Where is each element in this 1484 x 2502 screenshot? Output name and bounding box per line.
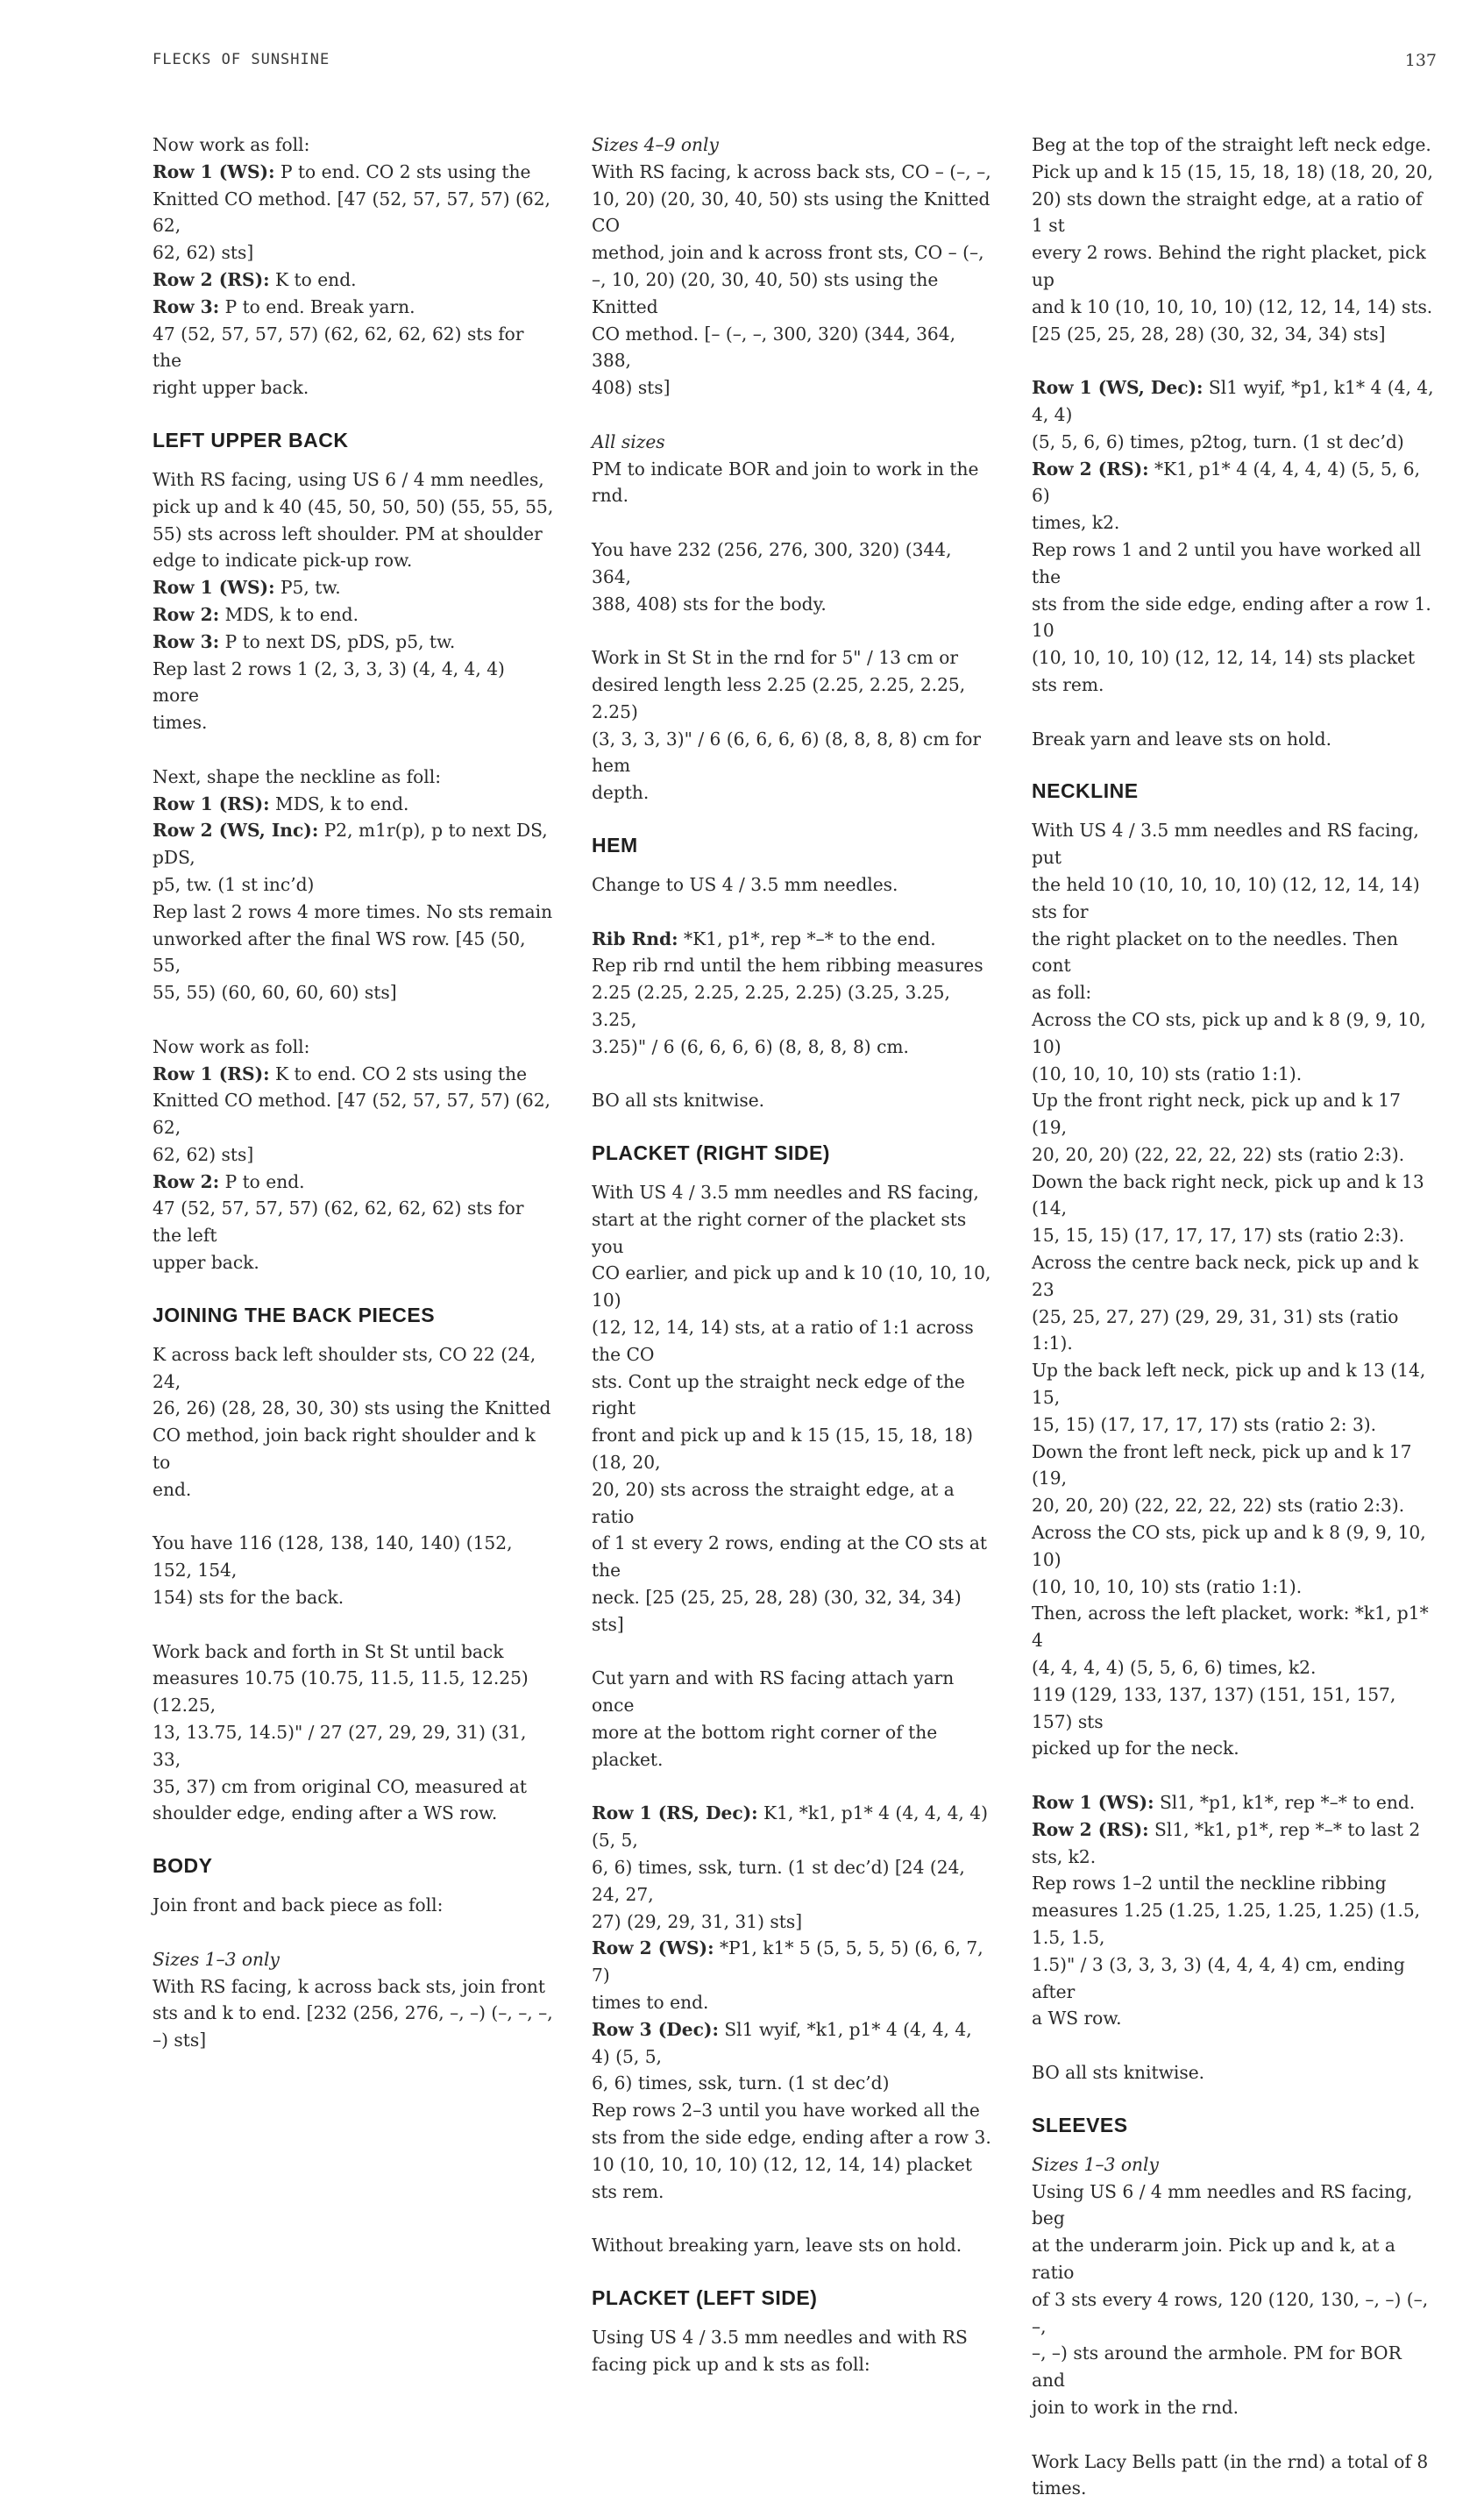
instruction-row	[153, 294, 556, 321]
text-line: (10, 10, 10, 10) sts (ratio 1:1).	[1032, 1063, 1303, 1084]
text-line: of 3 sts every 4 rows, 120 (120, 130, –, –) (–, –,	[1032, 2288, 1429, 2337]
text-line: 154) sts for the back.	[153, 1587, 344, 1609]
paragraph	[592, 1800, 995, 2205]
text-line: as foll:	[1032, 982, 1092, 1004]
paragraph	[153, 1946, 556, 2054]
paragraph	[1032, 2059, 1435, 2086]
text-line: the held 10 (10, 10, 10, 10) (12, 12, 14, 14) sts for	[1032, 873, 1420, 922]
text-line: 62, 62) sts]	[153, 242, 254, 264]
text-line: method, join and k across front sts, CO – (–,	[592, 242, 984, 264]
text-line: Using US 6 / 4 mm needles and RS facing, beg	[1032, 2180, 1413, 2229]
text-line: 15, 15, 15) (17, 17, 17, 17) sts (ratio 2:3).	[1032, 1225, 1405, 1247]
paragraph	[592, 2232, 995, 2259]
section-heading: SLEEVES	[1032, 2113, 1128, 2136]
row-label: Row 2 (RS):	[1032, 458, 1149, 480]
column-3	[1032, 131, 1435, 2502]
paragraph	[153, 131, 556, 402]
text-line: With RS facing, using US 6 / 4 mm needles,	[153, 468, 544, 490]
paragraph	[1032, 2449, 1435, 2502]
text-line: Now work as foll:	[153, 1035, 310, 1057]
section-heading: PLACKET (RIGHT SIDE)	[592, 1141, 830, 1165]
row-text: *P1, k1* 5 (5, 5, 5, 5) (6, 6, 7, 7)	[592, 1937, 983, 1987]
text-line: Across the CO sts, pick up and k 8 (9, 9, 10, 10)	[1032, 1522, 1426, 1570]
text-line: BO all sts knitwise.	[592, 1090, 765, 1112]
text-line: 47 (52, 57, 57, 57) (62, 62, 62, 62) sts for the	[153, 323, 524, 372]
paragraph	[592, 644, 995, 807]
text-line: facing pick up and k sts as foll:	[592, 2353, 870, 2375]
instruction-row	[153, 574, 556, 601]
text-line: CO earlier, and pick up and k 10 (10, 10, 10, 10)	[592, 1262, 991, 1311]
text-line: sts and k to end. [232 (256, 276, –, –) (–, –, –,	[153, 2002, 553, 2024]
text-line: Beg at the top of the straight left neck edge.	[1032, 134, 1431, 155]
row-text: K to end. CO 2 sts using the	[269, 1063, 528, 1084]
text-line: CO method. [– (–, –, 300, 320) (344, 364, 388,	[592, 323, 956, 372]
text-line: end.	[153, 1478, 192, 1500]
paragraph	[153, 1034, 556, 1276]
paragraph	[592, 1665, 995, 1773]
section-heading: BODY	[153, 1854, 213, 1878]
text-line: Up the front right neck, pick up and k 17 (19,	[1032, 1090, 1401, 1139]
row-text: Sl1 wyif, *p1, k1* 4 (4, 4, 4, 4)	[1032, 377, 1434, 425]
text-line: K across back left shoulder sts, CO 22 (24, 24,	[153, 1343, 536, 1392]
text-line: Rep rows 2–3 until you have worked all the	[592, 2100, 980, 2122]
paragraph	[1032, 131, 1435, 347]
text-line: PM to indicate BOR and join to work in the rnd.	[592, 458, 979, 507]
text-line: upper back.	[153, 1252, 259, 1274]
text-line: times.	[1032, 2477, 1087, 2499]
text-line: a WS row.	[1032, 2008, 1122, 2029]
text-line: front and pick up and k 15 (15, 15, 18, 18) (18, 20,	[592, 1425, 973, 1474]
paragraph	[153, 466, 556, 736]
text-line: With US 4 / 3.5 mm needles and RS facing,	[592, 1182, 979, 1204]
text-line: 13, 13.75, 14.5)" / 27 (27, 29, 29, 31) (31, 33,	[153, 1722, 527, 1770]
paragraph	[1032, 2151, 1435, 2421]
text-line: 15, 15) (17, 17, 17, 17) sts (ratio 2: 3).	[1032, 1413, 1377, 1435]
text-line: sts from the side edge, ending after a row 1. 10	[1032, 593, 1431, 642]
text-line: Across the CO sts, pick up and k 8 (9, 9, 10, 10)	[1032, 1008, 1426, 1057]
row-text: P to end. Break yarn.	[219, 295, 415, 317]
paragraph	[1032, 374, 1435, 699]
text-line: Cut yarn and with RS facing attach yarn once	[592, 1667, 955, 1717]
text-line: of 1 st every 2 rows, ending at the CO sts at the	[592, 1532, 988, 1582]
text-line: With RS facing, k across back sts, CO – (–, –,	[592, 160, 991, 182]
section-heading: HEM	[592, 833, 638, 857]
row-text: Sl1 wyif, *k1, p1* 4 (4, 4, 4, 4) (5, 5,	[592, 2018, 972, 2067]
instruction-row	[153, 629, 556, 656]
instruction-row	[1032, 1789, 1435, 1816]
row-label: Row 1 (RS, Dec):	[592, 1802, 758, 1824]
text-line: at the underarm join. Pick up and k, at a ratio	[1032, 2235, 1395, 2283]
text-line: 35, 37) cm from original CO, measured at	[153, 1775, 527, 1797]
row-label: Row 3:	[153, 630, 220, 652]
text-line: 26, 26) (28, 28, 30, 30) sts using the Knitted	[153, 1397, 551, 1419]
instruction-row	[592, 1800, 995, 1854]
text-line: every 2 rows. Behind the right placket, pick up	[1032, 242, 1426, 290]
row-text: K1, *k1, p1* 4 (4, 4, 4, 4) (5, 5,	[592, 1802, 988, 1852]
text-line: picked up for the neck.	[1032, 1738, 1239, 1759]
row-text: Sl1, *p1, k1*, rep *–* to end.	[1154, 1792, 1416, 1814]
section-heading: JOINING THE BACK PIECES	[153, 1303, 436, 1326]
row-label: Row 2:	[153, 603, 220, 625]
text-line: 20, 20) sts across the straight edge, at a ratio	[592, 1478, 955, 1527]
paragraph	[1032, 1789, 1435, 2032]
instruction-row	[153, 1061, 556, 1088]
text-line: edge to indicate pick-up row.	[153, 550, 413, 572]
text-line: You have 116 (128, 138, 140, 140) (152, 152, 154,	[153, 1532, 513, 1582]
instruction-row	[592, 926, 995, 953]
row-label: Row 2 (WS):	[592, 1937, 714, 1959]
instruction-row	[153, 601, 556, 629]
row-label: Row 1 (WS):	[1032, 1792, 1154, 1814]
text-line: Across the centre back neck, pick up and k 23	[1032, 1252, 1419, 1300]
page-header	[153, 51, 1437, 77]
row-label: Row 2 (RS):	[153, 268, 270, 290]
text-line: right upper back.	[153, 377, 309, 399]
text-line: 6, 6) times, ssk, turn. (1 st dec’d)	[592, 2072, 890, 2094]
text-line: Then, across the left placket, work: *k1, p1* 4	[1032, 1603, 1429, 1652]
text-line: 27) (29, 29, 31, 31) sts]	[592, 1910, 803, 1932]
text-line: times to end.	[592, 1992, 709, 2013]
row-label: Row 3:	[153, 295, 220, 317]
text-line: (10, 10, 10, 10) (12, 12, 14, 14) sts placket sts rem.	[1032, 647, 1416, 695]
text-line: Rep rib rnd until the hem ribbing measures	[592, 955, 983, 977]
text-line: [25 (25, 25, 28, 28) (30, 32, 34, 34) sts]	[1032, 323, 1386, 345]
instruction-row	[153, 159, 556, 186]
text-line: sts from the side edge, ending after a row 3.	[592, 2126, 991, 2148]
text-line: 3.25)" / 6 (6, 6, 6, 6) (8, 8, 8, 8) cm.	[592, 1035, 909, 1057]
text-line: 2.25 (2.25, 2.25, 2.25, 2.25) (3.25, 3.25, 3.25,	[592, 982, 950, 1030]
text-line: 47 (52, 57, 57, 57) (62, 62, 62, 62) sts for the left	[153, 1198, 524, 1247]
instruction-row	[592, 2016, 995, 2071]
paragraph	[1032, 817, 1435, 1762]
text-line: and k 10 (10, 10, 10, 10) (12, 12, 14, 14) sts.	[1032, 295, 1433, 317]
text-line: shoulder edge, ending after a WS row.	[153, 1802, 498, 1824]
text-line: Rep rows 1–2 until the neckline ribbing	[1032, 1873, 1387, 1894]
section-heading: NECKLINE	[1032, 779, 1139, 803]
text-line: Work back and forth in St St until back	[153, 1640, 504, 1662]
text-line: unworked after the final WS row. [45 (50, 55,	[153, 928, 526, 977]
text-line: Work Lacy Bells patt (in the rnd) a total of 8	[1032, 2450, 1429, 2472]
text-line: (25, 25, 27, 27) (29, 29, 31, 31) sts (ratio 1:1).	[1032, 1305, 1399, 1354]
text-line: Down the back right neck, pick up and k 13 (14,	[1032, 1170, 1424, 1219]
text-line: Down the front left neck, pick up and k 17 (19,	[1032, 1440, 1412, 1489]
paragraph	[153, 1892, 556, 1919]
paragraph	[592, 429, 995, 509]
text-line: (3, 3, 3, 3)" / 6 (6, 6, 6, 6) (8, 8, 8, 8) cm for hem	[592, 728, 982, 777]
text-line: Knitted CO method. [47 (52, 57, 57, 57) (62, 62,	[153, 1090, 550, 1139]
text-line: (4, 4, 4, 4) (5, 5, 6, 6) times, k2.	[1032, 1657, 1317, 1679]
column-2	[592, 131, 995, 2378]
text-line: 388, 408) sts for the body.	[592, 593, 827, 615]
text-line: depth.	[592, 782, 650, 804]
text-line: 20, 20, 20) (22, 22, 22, 22) sts (ratio 2:3).	[1032, 1143, 1405, 1165]
instruction-row	[1032, 1816, 1435, 1871]
row-label: Row 2:	[153, 1170, 220, 1192]
row-label: Row 1 (RS):	[153, 793, 270, 814]
size-subheading: All sizes	[592, 430, 665, 452]
text-line: 20, 20, 20) (22, 22, 22, 22) sts (ratio 2:3).	[1032, 1495, 1405, 1517]
text-line: 20) sts down the straight edge, at a ratio of 1 st	[1032, 188, 1423, 237]
row-label: Row 2 (RS):	[1032, 1818, 1149, 1840]
row-label: Rib Rnd:	[592, 928, 678, 949]
text-line: the right placket on to the needles. Then cont	[1032, 928, 1399, 977]
page-number: 137	[1404, 51, 1437, 70]
paragraph	[592, 131, 995, 402]
text-line: 55, 55) (60, 60, 60, 60) sts]	[153, 982, 397, 1004]
text-line: 10, 20) (20, 30, 40, 50) sts using the Knitted CO	[592, 188, 991, 237]
text-line: (10, 10, 10, 10) sts (ratio 1:1).	[1032, 1575, 1303, 1597]
text-line: join to work in the rnd.	[1032, 2396, 1239, 2418]
paragraph	[592, 926, 995, 1061]
section-heading: PLACKET (LEFT SIDE)	[592, 2285, 818, 2309]
row-text: P to end.	[219, 1170, 305, 1192]
instruction-row	[153, 791, 556, 818]
text-line: With US 4 / 3.5 mm needles and RS facing, put	[1032, 820, 1419, 869]
text-line: desired length less 2.25 (2.25, 2.25, 2.25, 2.25)	[592, 673, 966, 722]
paragraph	[592, 871, 995, 899]
row-label: Row 1 (WS, Dec):	[1032, 377, 1204, 399]
size-subheading: Sizes 1–3 only	[1032, 2153, 1159, 2175]
text-line: Pick up and k 15 (15, 15, 18, 18) (18, 20, 20,	[1032, 160, 1433, 182]
text-line: BO all sts knitwise.	[1032, 2061, 1205, 2083]
text-line: (5, 5, 6, 6) times, p2tog, turn. (1 st dec’d)	[1032, 430, 1404, 452]
text-line: 6, 6) times, ssk, turn. (1 st dec’d) [24 (24, 24, 27,	[592, 1857, 965, 1905]
text-line: CO method, join back right shoulder and k to	[153, 1425, 536, 1474]
paragraph	[592, 537, 995, 617]
text-line: times.	[153, 712, 208, 734]
text-line: Without breaking yarn, leave sts on hold.	[592, 2235, 962, 2257]
row-text: P2, m1r(p), p to next DS, pDS,	[153, 820, 548, 869]
text-line: 62, 62) sts]	[153, 1143, 254, 1165]
row-text: P to end. CO 2 sts using the	[274, 160, 531, 182]
paragraph	[592, 1179, 995, 1638]
row-label: Row 1 (WS):	[153, 160, 275, 182]
instruction-row	[153, 267, 556, 294]
text-line: 1.5)" / 3 (3, 3, 3, 3) (4, 4, 4, 4) cm, ending after	[1032, 1953, 1405, 2002]
instruction-row	[153, 1169, 556, 1196]
instruction-row	[592, 1935, 995, 1989]
text-line: (12, 12, 14, 14) sts, at a ratio of 1:1 across the CO	[592, 1317, 974, 1365]
text-line: Knitted CO method. [47 (52, 57, 57, 57) (62, 62,	[153, 188, 550, 237]
running-title: FLECKS OF SUNSHINE	[153, 51, 330, 68]
row-text: P5, tw.	[274, 577, 341, 599]
paragraph	[592, 1087, 995, 1114]
text-line: With RS facing, k across back sts, join front	[153, 1975, 546, 1997]
row-label: Row 1 (RS):	[153, 1063, 270, 1084]
paragraph	[153, 1638, 556, 1828]
text-line: 408) sts]	[592, 377, 671, 399]
text-line: measures 1.25 (1.25, 1.25, 1.25, 1.25) (1.5, 1.5, 1.5,	[1032, 1900, 1421, 1948]
paragraph	[1032, 726, 1435, 753]
paragraph	[592, 2324, 995, 2378]
instruction-row	[1032, 456, 1435, 510]
text-line: times, k2.	[1032, 512, 1120, 534]
text-line: start at the right corner of the placket sts you	[592, 1208, 967, 1257]
row-text: K to end.	[269, 268, 357, 290]
text-line: Using US 4 / 3.5 mm needles and with RS	[592, 2326, 968, 2348]
text-line: more at the bottom right corner of the placket.	[592, 1722, 938, 1770]
column-1	[153, 131, 556, 2054]
text-line: Join front and back piece as foll:	[153, 1894, 444, 1916]
text-line: 10 (10, 10, 10, 10) (12, 12, 14, 14) placket sts rem.	[592, 2153, 972, 2202]
text-line: Work in St St in the rnd for 5" / 13 cm or	[592, 647, 959, 669]
text-line: 119 (129, 133, 137, 137) (151, 151, 157, 157) sts	[1032, 1683, 1396, 1732]
row-text: Sl1, *k1, p1*, rep *–* to last 2 sts, k2.	[1032, 1818, 1421, 1867]
text-line: pick up and k 40 (45, 50, 50, 50) (55, 55, 55,	[153, 495, 554, 517]
text-line: Now work as foll:	[153, 134, 310, 155]
row-text: MDS, k to end.	[219, 603, 359, 625]
text-line: Change to US 4 / 3.5 mm needles.	[592, 873, 898, 895]
row-text: *K1, p1*, rep *–* to the end.	[678, 928, 936, 949]
text-line: measures 10.75 (10.75, 11.5, 11.5, 12.25) (12.25,	[153, 1667, 529, 1717]
row-text: MDS, k to end.	[269, 793, 409, 814]
text-line: Break yarn and leave sts on hold.	[1032, 728, 1331, 750]
text-line: You have 232 (256, 276, 300, 320) (344, 364,	[592, 538, 952, 587]
row-label: Row 1 (WS):	[153, 577, 275, 599]
text-line: p5, tw. (1 st inc’d)	[153, 873, 315, 895]
size-subheading: Sizes 4–9 only	[592, 134, 719, 155]
paragraph	[153, 1530, 556, 1610]
size-subheading: Sizes 1–3 only	[153, 1948, 280, 1970]
text-line: Rep last 2 rows 1 (2, 3, 3, 3) (4, 4, 4, 4) more	[153, 657, 505, 707]
text-line: sts. Cont up the straight neck edge of the right	[592, 1370, 965, 1419]
paragraph	[153, 764, 556, 1006]
row-label: Row 2 (WS, Inc):	[153, 820, 319, 842]
text-line: –, 10, 20) (20, 30, 40, 50) sts using the Knitted	[592, 268, 939, 317]
paragraph	[153, 1341, 556, 1503]
row-text: *K1, p1* 4 (4, 4, 4, 4) (5, 5, 6, 6)	[1032, 458, 1420, 507]
text-line: Next, shape the neckline as foll:	[153, 765, 442, 787]
text-line: Rep last 2 rows 4 more times. No sts remain	[153, 900, 553, 922]
text-line: Up the back left neck, pick up and k 13 (14, 15,	[1032, 1360, 1426, 1409]
section-heading: LEFT UPPER BACK	[153, 428, 349, 451]
text-line: Rep rows 1 and 2 until you have worked all the	[1032, 538, 1422, 587]
instruction-row	[1032, 374, 1435, 429]
text-line: –) sts]	[153, 2029, 207, 2051]
row-text: P to next DS, pDS, p5, tw.	[219, 630, 456, 652]
row-label: Row 3 (Dec):	[592, 2018, 719, 2040]
instruction-row	[153, 817, 556, 871]
text-line: neck. [25 (25, 25, 28, 28) (30, 32, 34, 34) sts]	[592, 1587, 962, 1635]
text-line: –, –) sts around the armhole. PM for BOR and	[1032, 2342, 1402, 2392]
text-line: 55) sts across left shoulder. PM at shoulder	[153, 522, 543, 544]
